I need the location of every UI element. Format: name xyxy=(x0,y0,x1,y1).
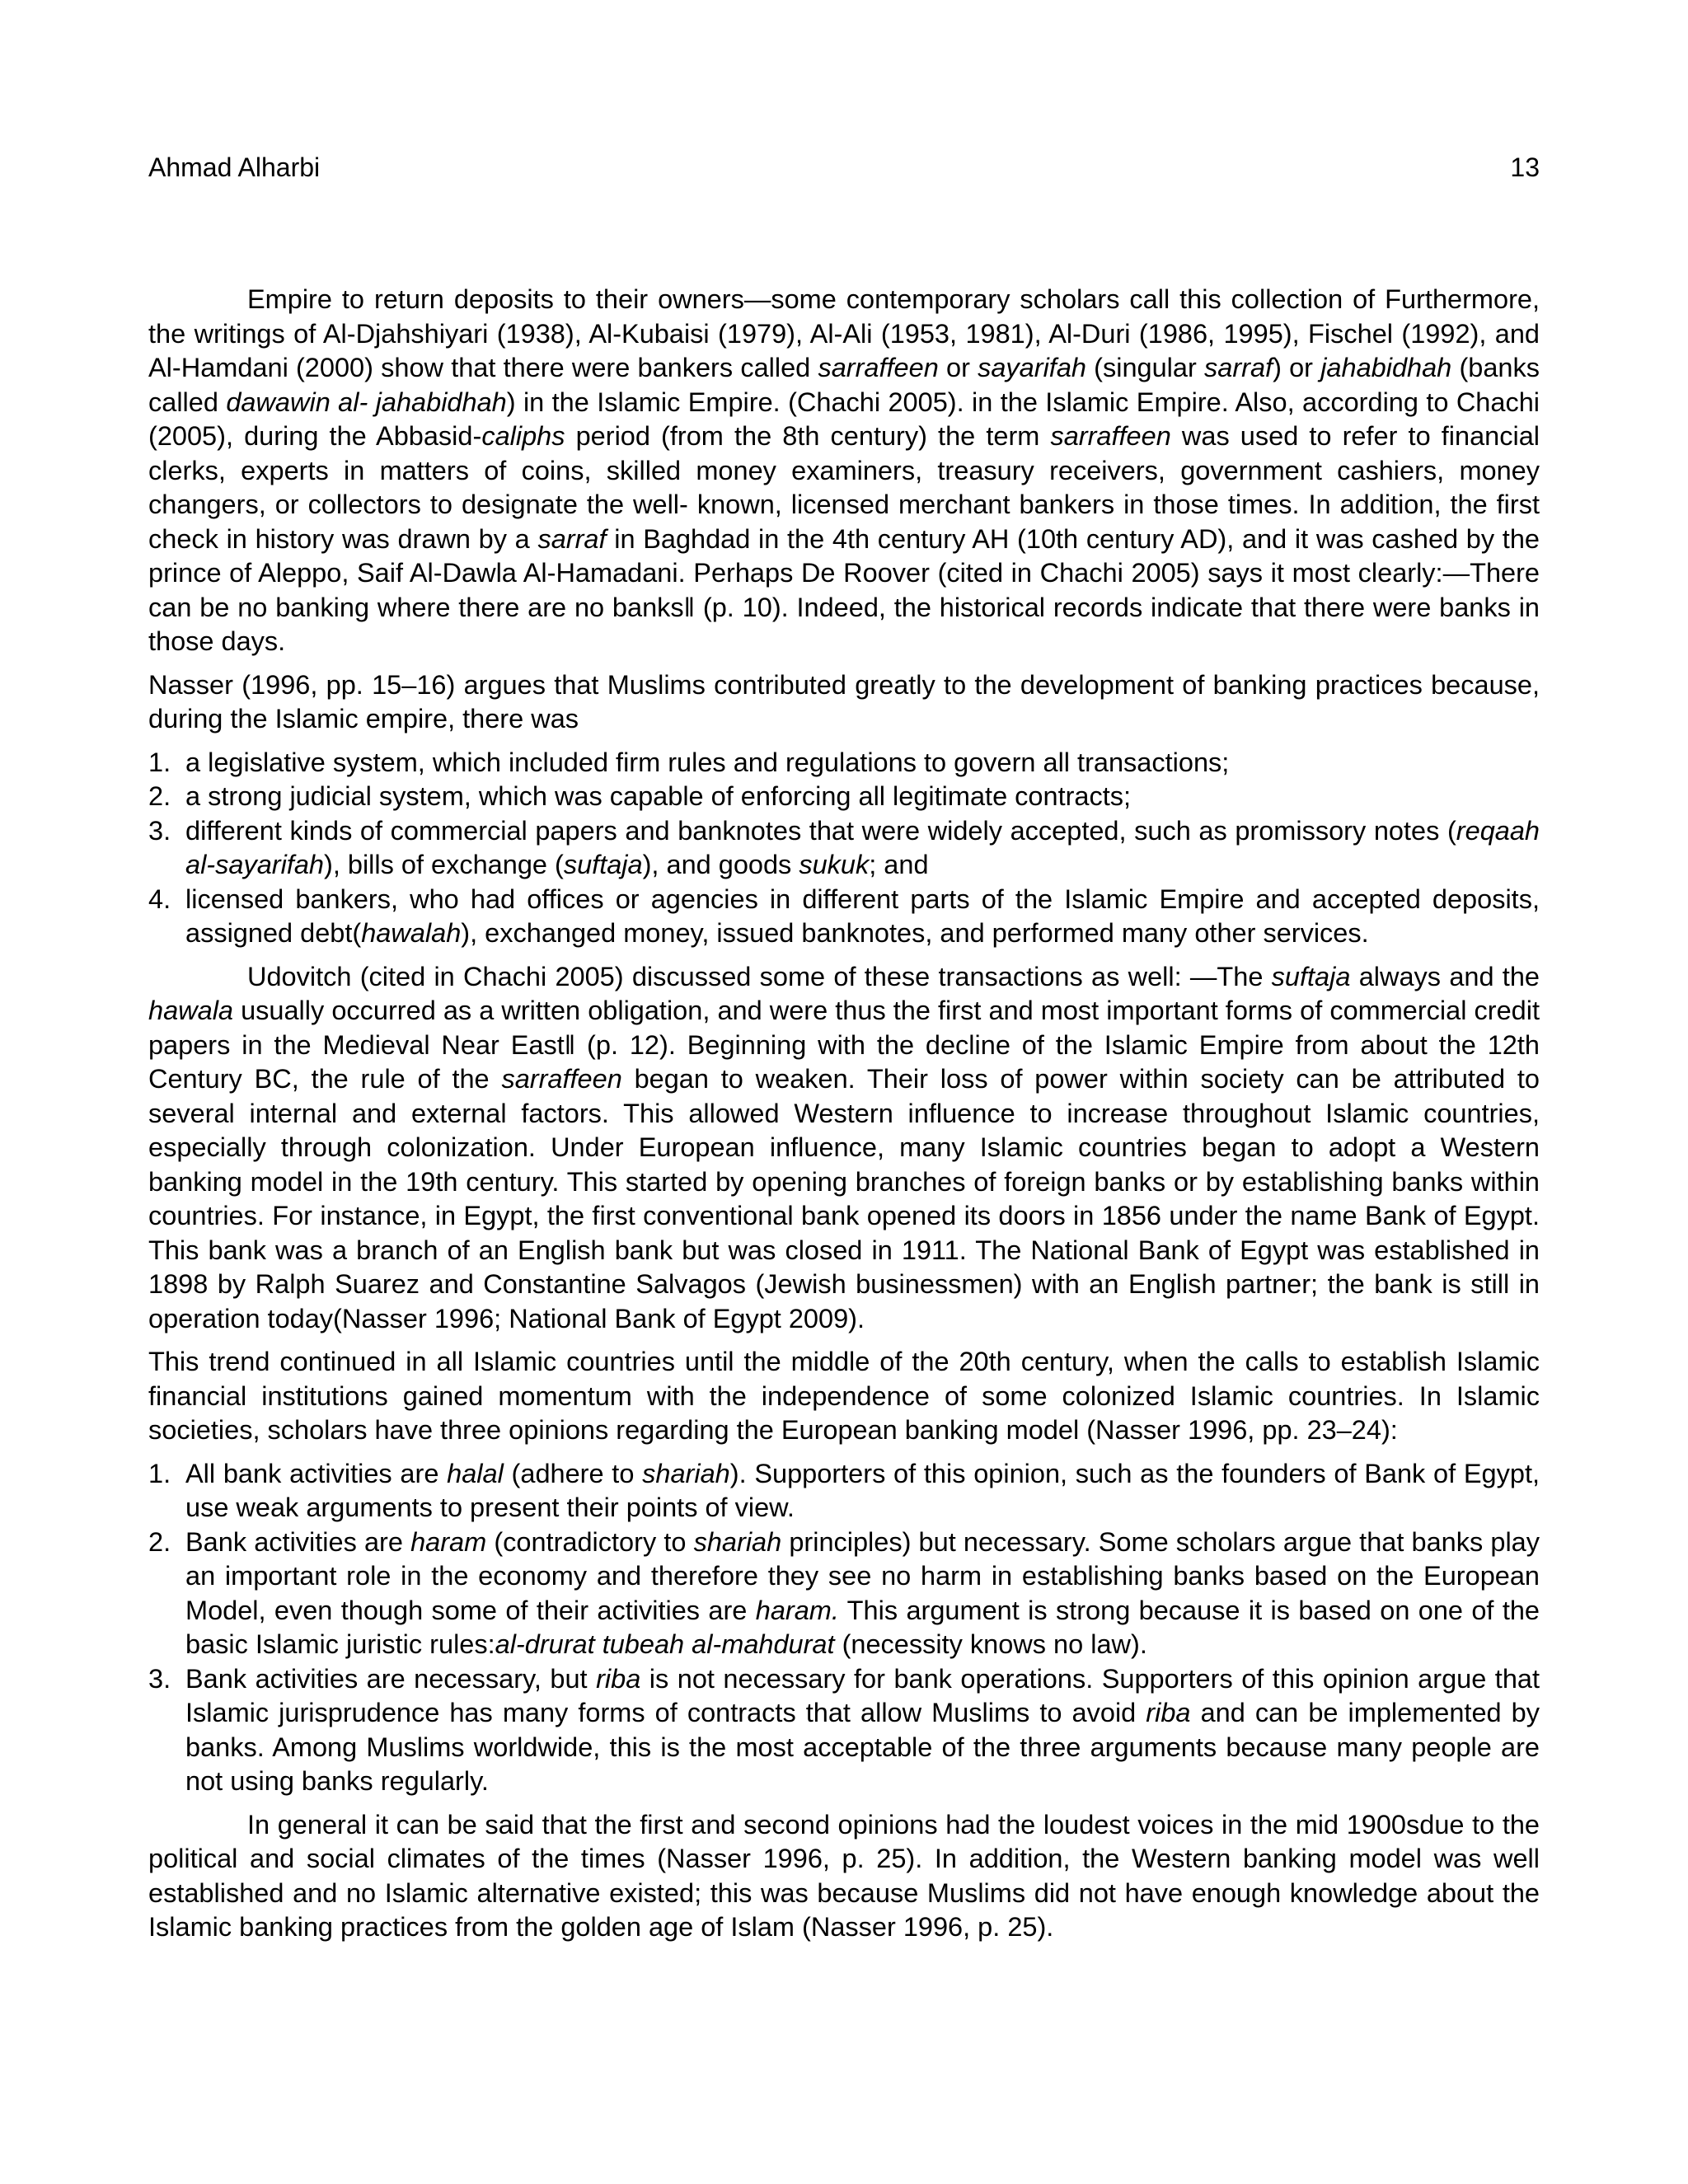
italic-term: sarraf xyxy=(537,523,607,554)
text-run: in Baghdad in the 4th century AH (10th century AD), and it was cashed by the prince of Aleppo, Saif Al-Dawla Al-Hamadani. Perhaps De Roover (cited in Chachi 2005) says it most clearly:―There can be no banking where there are no banks‖ (p. 10). Indeed, the historical records indicate that there were banks in those days. xyxy=(148,523,1540,656)
list-item xyxy=(148,780,1540,814)
text-run: ). Supporters of this opinion, such as the founders of Bank of Egypt, use weak arguments to present their points of view. xyxy=(185,1458,1540,1522)
paragraph-nasser-intro: Nasser (1996, pp. 15–16) argues that Muslims contributed greatly to the development of banking practices because, during the Islamic empire, there was xyxy=(148,669,1540,733)
text-run: ) in the Islamic Empire. (Chachi 2005). in the Islamic Empire. Also, according to Chachi (2005), during the Abbasid- xyxy=(148,387,1540,451)
text-run: began to weaken. Their loss of power within society can be attributed to several internal and external factors. This allowed Western influence to increase throughout Islamic countries, especially through colonization. Under European influence, many Islamic countries began to adopt a Western banking model in the 19th century. This started by opening branches of foreign banks or by establishing banks within countries. For instance, in Egypt, the first conventional bank opened its doors in 1856 under the name Bank of Egypt. This bank was a branch of an English bank but was closed in 1911. The National Bank of Egypt was established in 1898 by Ralph Suarez and Constantine Salvagos (Jewish businessmen) with an English partner; the bank is still in operation today(Nasser 1996; National Bank of Egypt 2009). xyxy=(148,1064,1540,1333)
text-run: a strong judicial system, which was capable of enforcing all legitimate contracts; xyxy=(185,781,1132,811)
list-number: 1. xyxy=(148,747,171,777)
text-run: ) or xyxy=(1273,353,1321,382)
text-run: (adhere to xyxy=(503,1458,643,1488)
text-run: licensed bankers, who had offices or agencies in different parts of the Islamic Empire and accepted deposits, assigned debt( xyxy=(185,883,1540,948)
italic-term: al-drurat tubeah al-mahdurat xyxy=(495,1629,835,1659)
italic-term: dawawin al- jahabidhah xyxy=(226,387,507,417)
text-run: All bank activities are xyxy=(185,1458,448,1488)
list-number: 2. xyxy=(148,1526,171,1557)
text-run: principles) but necessary. Some scholars argue that banks play an important role in the economy and therefore they see no harm in establishing banks based on the European Model, even though some of their activities are xyxy=(185,1526,1540,1625)
italic-term: riba xyxy=(596,1663,641,1694)
page-header xyxy=(148,148,1540,186)
text-run: Bank activities are xyxy=(185,1526,411,1557)
italic-term: haram. xyxy=(755,1595,839,1625)
italic-term: sarraffeen xyxy=(818,353,939,382)
italic-term: shariah xyxy=(693,1526,782,1557)
text-run: (banks called xyxy=(148,353,1540,417)
text-run: (necessity knows no law). xyxy=(834,1629,1147,1659)
text-run: or xyxy=(938,353,978,382)
text-run: ), and goods xyxy=(642,850,799,879)
italic-term: suftaja xyxy=(563,850,643,879)
list-item xyxy=(148,1457,1540,1526)
text-run: is not necessary for bank operations. Supporters of this opinion argue that Islamic jurisprudence has many forms of contracts that allow Muslims to avoid xyxy=(185,1663,1540,1727)
text-run: (singular xyxy=(1085,353,1204,382)
text-run: ), exchanged money, issued banknotes, and performed many other services. xyxy=(461,918,1369,948)
italic-term: riba xyxy=(1146,1698,1191,1727)
text-run: Bank activities are necessary, but xyxy=(185,1663,597,1694)
text-run: (contradictory to xyxy=(486,1526,694,1557)
text-run: different kinds of commercial papers and banknotes that were widely accepted, such as promissory notes ( xyxy=(185,815,1456,846)
italic-term: hawala xyxy=(148,996,233,1025)
paragraph-udovitch xyxy=(148,960,1540,1337)
list-item xyxy=(148,883,1540,951)
list-muslim-contributions xyxy=(148,746,1540,951)
text-run: and can be implemented by banks. Among Muslims worldwide, this is the most acceptable of the three arguments because many people are not using banks regularly. xyxy=(185,1698,1540,1796)
text-run: This argument is strong because it is based on one of the basic Islamic juristic rules: xyxy=(185,1595,1540,1659)
italic-term: sayarifah xyxy=(978,353,1086,382)
text-run: always and the xyxy=(1350,961,1540,991)
italic-term: jahabidhah xyxy=(1320,353,1452,382)
list-number: 1. xyxy=(148,1458,171,1488)
italic-term: sukuk xyxy=(799,850,870,879)
italic-term: reqaah al-sayarifah xyxy=(185,815,1540,879)
italic-term: sarraffeen xyxy=(501,1064,622,1094)
list-item xyxy=(148,1662,1540,1799)
paragraph-banking-history xyxy=(148,283,1540,659)
text-run: was used to refer to financial clerks, experts in matters of coins, skilled money examiners, treasury receivers, government cashiers, money changers, or collectors to designate the well- known, licensed merchant bankers in those times. In addition, the first check in history was drawn by a xyxy=(148,421,1540,554)
text-run: usually occurred as a written obligation, and were thus the first and most important forms of commercial credit papers in the Medieval Near East‖ (p. 12). Beginning with the decline of the Islamic Empire from about the 12th Century BC, the rule of the xyxy=(148,996,1540,1094)
list-scholar-opinions xyxy=(148,1457,1540,1799)
running-header-author: Ahmad Alharbi xyxy=(148,152,321,182)
italic-term: sarraf xyxy=(1204,353,1273,382)
italic-term: shariah xyxy=(642,1458,730,1488)
text-run: ; and xyxy=(869,850,929,879)
body-text xyxy=(148,283,1540,1954)
text-run: a legislative system, which included firm rules and regulations to govern all transactions; xyxy=(185,747,1230,777)
list-item xyxy=(148,814,1540,883)
italic-term: suftaja xyxy=(1271,961,1351,991)
italic-term: caliphs xyxy=(481,421,565,451)
text-run: period (from the 8th century) the term xyxy=(565,421,1051,451)
paragraph-trend-continued: This trend continued in all Islamic countries until the middle of the 20th century, when the calls to establish Islamic financial institutions gained momentum with the independence of some colonized Islamic countries. In Islamic societies, scholars have three opinions regarding the European banking model (Nasser 1996, pp. 23–24): xyxy=(148,1347,1540,1445)
text-run: ), bills of exchange ( xyxy=(324,850,564,879)
list-number: 2. xyxy=(148,781,171,811)
text-run: Udovitch (cited in Chachi 2005) discussed some of these transactions as well: ―The xyxy=(247,961,1272,991)
list-item xyxy=(148,1526,1540,1662)
italic-term: hawalah xyxy=(361,918,462,948)
page-number: 13 xyxy=(1510,152,1540,182)
italic-term: halal xyxy=(447,1458,504,1488)
text-run: Empire to return deposits to their owners—some contemporary scholars call this collection of Furthermore, the writings of Al-Djahshiyari (1938), Al-Kubaisi (1979), Al-Ali (1953, 1981), Al-Duri (1986, 1995), Fischel (1992), and Al-Hamdani (2000) show that there were bankers called xyxy=(148,284,1540,382)
italic-term: sarraffeen xyxy=(1050,421,1171,451)
italic-term: haram xyxy=(410,1526,487,1557)
list-number: 3. xyxy=(148,1663,171,1694)
list-number: 3. xyxy=(148,815,171,846)
list-item xyxy=(148,746,1540,780)
paragraph-conclusion: In general it can be said that the first and second opinions had the loudest voices in the mid 1900sdue to the political and social climates of the times (Nasser 1996, p. 25). In addition, the Western banking model was well established and no Islamic alternative existed; this was because Muslims did not have enough knowledge about the Islamic banking practices from the golden age of Islam (Nasser 1996, p. 25). xyxy=(148,1809,1540,1942)
list-number: 4. xyxy=(148,883,171,914)
